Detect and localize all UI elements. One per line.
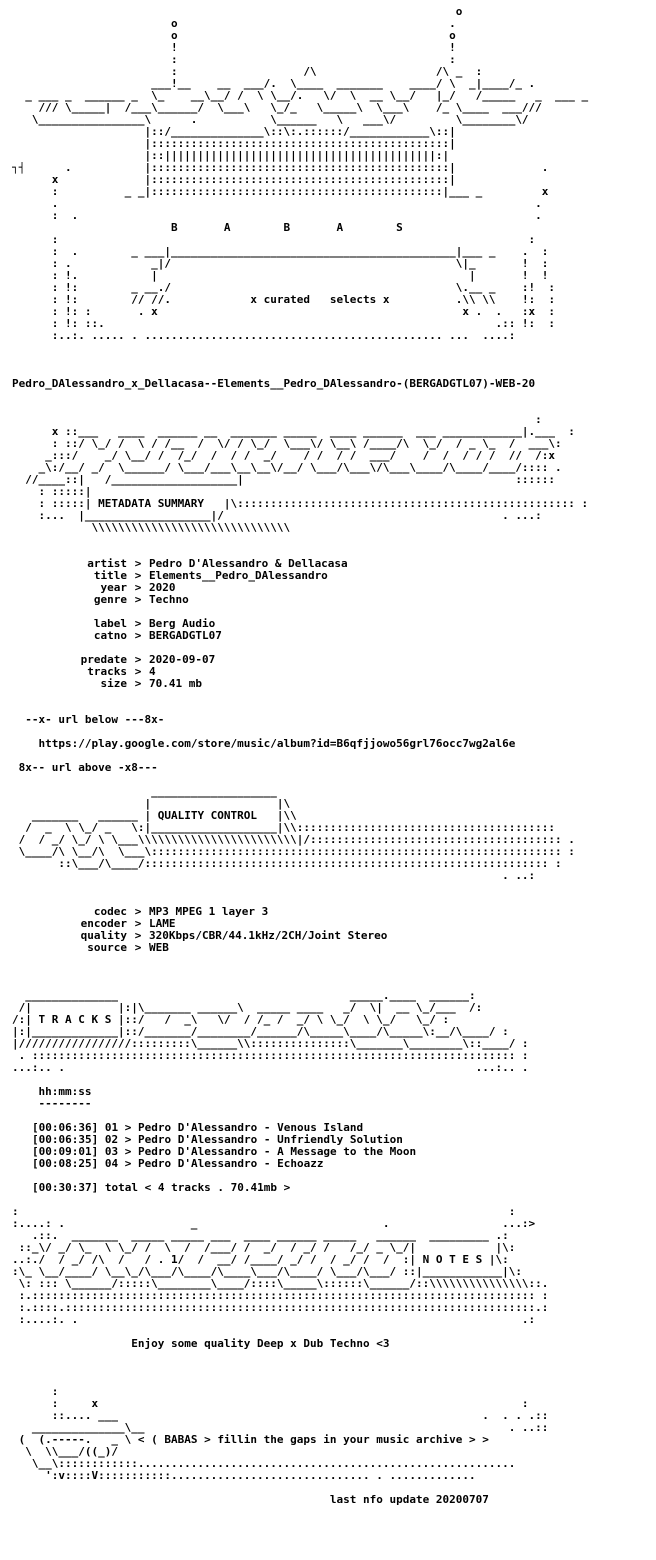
time-underline: [12, 1098, 656, 1110]
quality-header-art-bottom: / _ \ \_/ _ \:|___________________|\\::::::::::::::::::::::::::::::::::::::: / / _/ \_/ \ \___\\\\\\\\\\\\\\\\\\\\\\\\|/:::::::::::::::::::::::::::::::::::::: . \____/\ \__/\ \___\:::::::::::::::::::::::::::::::::::::::::::::::::::::::::::::: : ::\___/\____/::::::::::::::::::::::::::::::::::::::::::::::::::::::::::::: : . ..:: [18, 822, 575, 882]
metadata-title-row: : :::::| METADATA SUMMARY |\::::::::::::::::::::::::::::::::::::::::::::::::::: :: [12, 498, 589, 510]
field-value: 2020-09-07: [149, 653, 216, 666]
field-value: Berg Audio: [149, 617, 216, 630]
banner-ascii-art-mid: ┐┤ . |:::::::::::::::::::::::::::::::::::::::::::::| . x |:::::::::::::::::::::::::::::::::::::::::::::| : _ _|::::::::::::::::::::::::::::::::::::::::::::|___ _ x . . : . .: [12, 162, 549, 222]
track-title: Unfriendly Solution: [277, 1133, 403, 1146]
track-title: Echoazz: [277, 1157, 324, 1170]
banner-ascii-art-low: : : : . _ ___|___________________________________________|___ _ . : : . _|/ \|_ ! : : !. | | ! ! : !: _ __./ \.__ _ :! :: [51, 234, 556, 294]
banner-ascii-art-top: o o . o o ! ! : : : /\ /\ _ : ___!__ __ ___/. \____ _______ ____/ \ _|____/_ . _ ___ _ ______ _ \_ __\__/ / \ \__/. \/ \ __ \__/ |_/ /_____ _ ___ _ /// \_____| /___\______/ \___\ \_/_ \_____\ \___\ /_ \____ ___/// \________________\ . \______ \ ___\/ \________\/ |::/______________\::\:.::::::/____________\::| |:::::::::::::::::::::::::::::::::::::::::::::| |::|||||||||||||||||||||||||||||||||||||||||:|: [25, 6, 589, 162]
field-genre: [12, 594, 656, 606]
tracks-section-title: T R A C K S: [38, 1014, 112, 1026]
field-value: Pedro D'Alessandro & Dellacasa: [149, 557, 348, 570]
track-title: Venous Island: [277, 1121, 364, 1134]
tracks-total: [00:30:37] total < 4 tracks . 70.41mb >: [32, 1181, 291, 1194]
field-separator: >: [134, 617, 142, 630]
metadata-section-title: METADATA SUMMARY: [98, 498, 205, 510]
metadata-header-art: : x ::___ ____ ______ __ _______ _____ ____ ______ ___ ____________|.___ : : ::/ \_/ / \ / /__ / \/ / \_/ \___\/ \__\ /____/\ \_/ / _ \_ / ___\: _:::/ _/ \__/ / /_/ / / / _/ / / / / ___/ / / / / / // /:x _\:/__/ _/ \______/ \___/___\__\__\/__/ \___/\___\/\___\____/\____/____/:::: . //____::| /___________________| :::::: : :::::|: [25, 414, 575, 498]
track-time: [00:06:35]: [32, 1133, 99, 1146]
url-below-text: --x- url below ---8x-: [25, 714, 165, 726]
field-value: LAME: [149, 917, 176, 930]
field-value: 4: [149, 665, 156, 678]
field-separator: >: [134, 593, 142, 606]
track-number: 03: [104, 1145, 119, 1158]
banner-tagline-row: : !: // //. x curated selects x .\\ \\ !: :: [12, 294, 556, 306]
field-separator: >: [134, 929, 142, 942]
field-key: label: [93, 617, 127, 630]
field-key: codec: [93, 905, 127, 918]
banner-tagline: x curated selects x: [250, 294, 390, 306]
field-separator: >: [134, 569, 142, 582]
field-value: Elements__Pedro_DAlessandro: [149, 569, 328, 582]
field-key: encoder: [80, 917, 127, 930]
release-name: Pedro_DAlessandro_x_Dellacasa--Elements__Pedro_DAlessandro-(BERGADGTL07)-WEB-20: [12, 378, 536, 390]
url-above-marker: [12, 762, 656, 774]
last-update: last nfo update 20200707: [329, 1494, 489, 1506]
quality-fields: [12, 906, 656, 954]
album-url-link[interactable]: https://play.google.com/store/music/album?id=B6qfjjowo56grl76occ7wg2al6e: [38, 738, 516, 750]
track-title: A Message to the Moon: [277, 1145, 417, 1158]
metadata-fields: [12, 558, 656, 690]
field-key: quality: [80, 929, 127, 942]
field-key: artist: [87, 557, 127, 570]
field-source: [12, 942, 656, 954]
track-time: [00:06:36]: [32, 1121, 99, 1134]
field-value: WEB: [149, 941, 169, 954]
track-time: [00:08:25]: [32, 1157, 99, 1170]
nfo-document: [12, 6, 656, 1506]
field-separator: >: [134, 917, 142, 930]
tracks-title-row: /:| T R A C K S |::/ / _\ \/ / /_ / _/ \ \_/ \ \_/ \_/ :: [12, 1014, 450, 1026]
footer-tagline: < ( BABAS > fillin the gaps in your music archive > >: [137, 1434, 489, 1446]
field-key: catno: [93, 629, 127, 642]
field-separator: >: [134, 653, 142, 666]
field-key: predate: [80, 653, 127, 666]
track-artist: Pedro D'Alessandro: [137, 1145, 258, 1158]
field-catno: [12, 630, 656, 642]
field-value: MP3 MPEG 1 layer 3: [149, 905, 269, 918]
field-key: year: [100, 581, 127, 594]
field-separator: >: [134, 629, 142, 642]
track-row: [00:09:01] 03 > Pedro D'Alessandro - A Message to the Moon: [32, 1145, 417, 1158]
notes-header-art-bottom: :\_ \__/____/ \__\_/\___/\____/\____\___/\____/ \___/\___/ ::|____________|\: \: ::: \______/:::::\________\____/::::\_____\::::::\______/::\\\\\\\\\\\\\\\::. :.:::::::::::::::::::::::::::::::::::::::::::::::::::::::::::::::::::::::::::: : :.::::.:::::::::::::::::::::::::::::::::::::::::::::::::::::::::::::::::::::::.: :....:. . .:: [12, 1266, 549, 1326]
field-key: tracks: [87, 665, 127, 678]
banner-ascii-art-bottom: : !: : . x x . . :x : : !: ::. .:: !: : :..:. ..... . ............................................. ... ....:: [51, 306, 556, 342]
track-artist: Pedro D'Alessandro: [137, 1133, 258, 1146]
footer-art-bottom: \ \\___/((_)/ \__\::::::::::::......................................................... ':v::::V:::::::::::.............................. . .............: [25, 1446, 516, 1482]
field-separator: >: [134, 581, 142, 594]
tracks-header-art: ______________ _____.____ ______: /| |:|\_______ ______\ _____ ____ _/ \| __ \_/___ /:: [18, 990, 483, 1014]
field-value: Techno: [149, 593, 189, 606]
tracks-header-art-bottom: |:|_____________|::/_______/________/______/\_____\____/\_____\:__/\____/ : |/////////////////:::::::::\______\\:::::::::::::::\_______\________\::____/ : . ::::::::::::::::::::::::::::::::::::::::::::::::::::::::::::::::::::::::: : ...:.. . ...:.. .: [12, 1026, 529, 1074]
field-separator: >: [134, 557, 142, 570]
track-list: [12, 1122, 656, 1194]
track-row: [00:08:25] 04 > Pedro D'Alessandro - Echoazz: [32, 1157, 324, 1170]
metadata-header-art-bottom: :... |___________________|/ . ...: \\\\\\\\\\\\\\\\\\\\\\\\\\\\\\: [38, 510, 542, 534]
url-row: [12, 738, 656, 750]
footer-art-top: : : x : ::.... ___ . . . .:: ______________\__ . ..::: [31, 1386, 549, 1434]
field-value: BERGADGTL07: [149, 629, 222, 642]
notes-header-art: : : :....: . _ . ...:> .::. _______ _____ _____ ___ ____ ______ _____ ______ _________ .: ::_\/ _/ \_ \ \_/ / \ / /___/ / _/ / _/ / /_/ _ \_/| |\:: [12, 1206, 536, 1254]
track-artist: Pedro D'Alessandro: [137, 1121, 258, 1134]
field-separator: >: [134, 905, 142, 918]
quality-header-art: ___________________ | |\: [144, 786, 291, 810]
notes-section-title: N O T E S: [422, 1254, 483, 1266]
time-header: [12, 1086, 656, 1098]
field-value: 320Kbps/CBR/44.1kHz/2CH/Joint Stereo: [149, 929, 388, 942]
time-header-text: hh:mm:ss: [38, 1086, 92, 1098]
last-update-row: [12, 1494, 656, 1506]
track-row: [00:06:35] 02 > Pedro D'Alessandro - Unfriendly Solution: [32, 1133, 403, 1146]
field-key: title: [93, 569, 127, 582]
field-key: size: [100, 677, 127, 690]
time-underline-text: --------: [38, 1098, 92, 1110]
notes-title-row: ..:./ / _/ /\ / / . 1/ / __/ /____/ _/ / / _/ / / :| N O T E S |\:: [12, 1254, 509, 1266]
field-key: genre: [93, 593, 127, 606]
track-number: 04: [104, 1157, 119, 1170]
field-size: [12, 678, 656, 690]
banner-letters: [12, 222, 656, 234]
url-below-marker: [12, 714, 656, 726]
track-number: 01: [104, 1121, 119, 1134]
track-number: 02: [104, 1133, 119, 1146]
banner-letters-text: B A B A S: [170, 222, 403, 234]
field-key: source: [87, 941, 127, 954]
field-separator: >: [134, 941, 142, 954]
track-row: [00:06:36] 01 > Pedro D'Alessandro - Venous Island: [32, 1121, 364, 1134]
field-separator: >: [134, 677, 142, 690]
notes-text-row: [12, 1338, 656, 1350]
field-separator: >: [134, 665, 142, 678]
notes-text: Enjoy some quality Deep x Dub Techno <3: [131, 1338, 390, 1350]
field-value: 2020: [149, 581, 176, 594]
footer-tagline-row: ( (.-----. _ \ < ( BABAS > fillin the gaps in your music archive > >: [12, 1434, 489, 1446]
quality-section-title: QUALITY CONTROL: [157, 810, 258, 822]
track-time: [00:09:01]: [32, 1145, 99, 1158]
quality-title-row: _______ ______ | QUALITY CONTROL |\\: [12, 810, 297, 822]
url-above-text: 8x-- url above -x8---: [18, 762, 158, 774]
field-value: 70.41 mb: [149, 677, 202, 690]
track-artist: Pedro D'Alessandro: [137, 1157, 258, 1170]
